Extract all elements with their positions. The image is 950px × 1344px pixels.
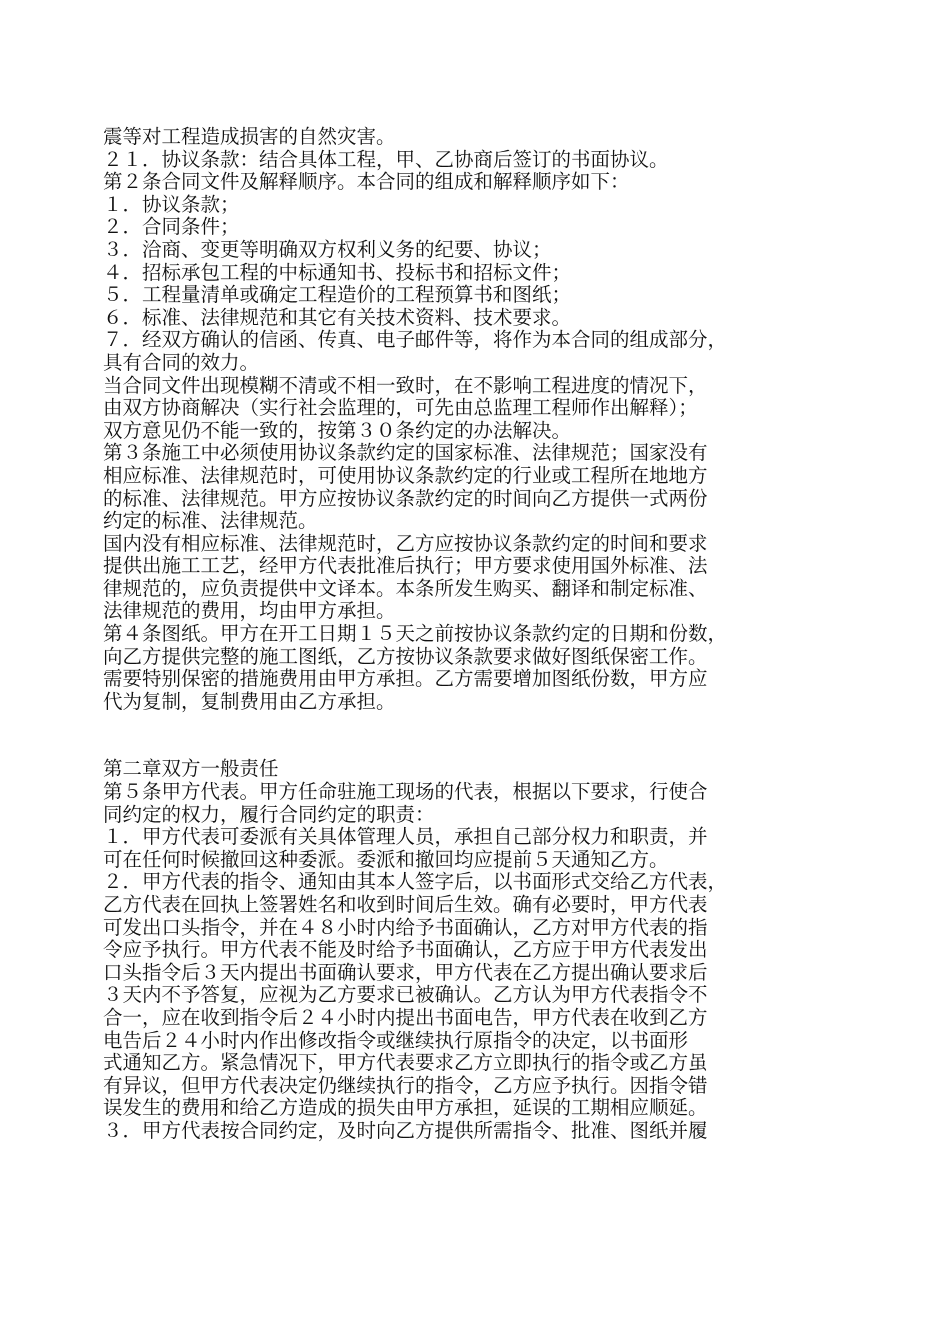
text-line: ３．甲方代表按合同约定，及时向乙方提供所需指令、批准、图纸并履 (103, 1118, 708, 1142)
text-line: 需要特别保密的措施费用由甲方承担。乙方需要增加图纸份数，甲方应 (103, 667, 708, 691)
text-line: ６．标准、法律规范和其它有关技术资料、技术要求。 (103, 305, 572, 329)
text-line: ２１．协议条款：结合具体工程，甲、乙协商后签订的书面协议。 (103, 147, 669, 171)
text-line: 当合同文件出现模糊不清或不相一致时，在不影响工程进度的情况下， (103, 373, 708, 397)
text-line: 误发生的费用和给乙方造成的损失由甲方承担，延误的工期相应顺延。 (103, 1096, 708, 1120)
text-line: 第４条图纸。甲方在开工日期１５天之前按协议条款约定的日期和份数， (103, 622, 728, 646)
text-line: 具有合同的效力。 (103, 350, 260, 374)
text-line: 同约定的权力，履行合同约定的职责： (103, 802, 435, 826)
text-line: 可在任何时候撤回这种委派。委派和撤回均应提前５天通知乙方。 (103, 847, 669, 871)
text-line: １．甲方代表可委派有关具体管理人员，承担自己部分权力和职责，并 (103, 825, 708, 849)
text-line: ２．合同条件； (103, 215, 240, 239)
text-line: ２．甲方代表的指令、通知由其本人签字后，以书面形式交给乙方代表， (103, 870, 728, 894)
text-line: 约定的标准、法律规范。 (103, 509, 318, 533)
text-line: 第５条甲方代表。甲方任命驻施工现场的代表，根据以下要求，行使合 (103, 780, 708, 804)
text-line: 震等对工程造成损害的自然灾害。 (103, 125, 396, 148)
text-line: 向乙方提供完整的施工图纸，乙方按协议条款要求做好图纸保密工作。 (103, 644, 708, 668)
text-line: ４．招标承包工程的中标通知书、投标书和招标文件； (103, 260, 572, 284)
text-line: 代为复制，复制费用由乙方承担。 (103, 689, 396, 713)
text-line: 令应予执行。甲方代表不能及时给予书面确认，乙方应于甲方代表发出 (103, 938, 708, 962)
section-chapter-two (103, 758, 863, 1142)
text-line: 乙方代表在回执上签署姓名和收到时间后生效。确有必要时，甲方代表 (103, 893, 708, 916)
text-line: 合一，应在收到指令后２４小时内提出书面电告，甲方代表在收到乙方 (103, 1005, 708, 1029)
section-before-chapter (103, 126, 863, 713)
text-line: 口头指令后３天内提出书面确认要求，甲方代表在乙方提出确认要求后 (103, 960, 708, 984)
document-page (103, 126, 863, 1143)
text-line: 提供出施工工艺，经甲方代表批准后执行；甲方要求使用国外标准、法 (103, 554, 708, 578)
text-line: 国内没有相应标准、法律规范时，乙方应按协议条款约定的时间和要求 (103, 531, 708, 555)
text-line: 可发出口头指令，并在４８小时内给予书面确认，乙方对甲方代表的指 (103, 915, 708, 939)
paragraph-gap (103, 713, 863, 758)
text-line: １．协议条款； (103, 192, 240, 216)
text-line: 有异议，但甲方代表决定仍继续执行的指令，乙方应予执行。因指令错 (103, 1073, 708, 1097)
text-line: ３．洽商、变更等明确双方权利义务的纪要、协议； (103, 237, 552, 261)
text-line: 第２条合同文件及解释顺序。本合同的组成和解释顺序如下： (103, 170, 630, 194)
text-line: 电告后２４小时内作出修改指令或继续执行原指令的决定，以书面形 (103, 1028, 689, 1052)
text-line: 式通知乙方。紧急情况下，甲方代表要求乙方立即执行的指令或乙方虽 (103, 1051, 708, 1075)
text-line: 法律规范的费用，均由甲方承担。 (103, 599, 396, 623)
text-line: 相应标准、法律规范时，可使用协议条款约定的行业或工程所在地地方 (103, 463, 708, 487)
text-line: ３天内不予答复，应视为乙方要求已被确认。乙方认为甲方代表指令不 (103, 983, 708, 1007)
chapter-heading: 第二章双方一般责任 (103, 757, 279, 781)
text-line: 的标准、法律规范。甲方应按协议条款约定的时间向乙方提供一式两份 (103, 486, 708, 510)
text-line: 双方意见仍不能一致的，按第３０条约定的办法解决。 (103, 418, 572, 442)
text-line: 律规范的，应负责提供中文译本。本条所发生购买、翻译和制定标准、 (103, 576, 708, 600)
text-line: 由双方协商解决（实行社会监理的，可先由总监理工程师作出解释）； (103, 396, 698, 420)
text-line: ７．经双方确认的信函、传真、电子邮件等，将作为本合同的组成部分， (103, 328, 728, 352)
text-line: ５．工程量清单或确定工程造价的工程预算书和图纸； (103, 283, 572, 307)
text-line: 第３条施工中必须使用协议条款约定的国家标准、法律规范；国家没有 (103, 441, 708, 465)
